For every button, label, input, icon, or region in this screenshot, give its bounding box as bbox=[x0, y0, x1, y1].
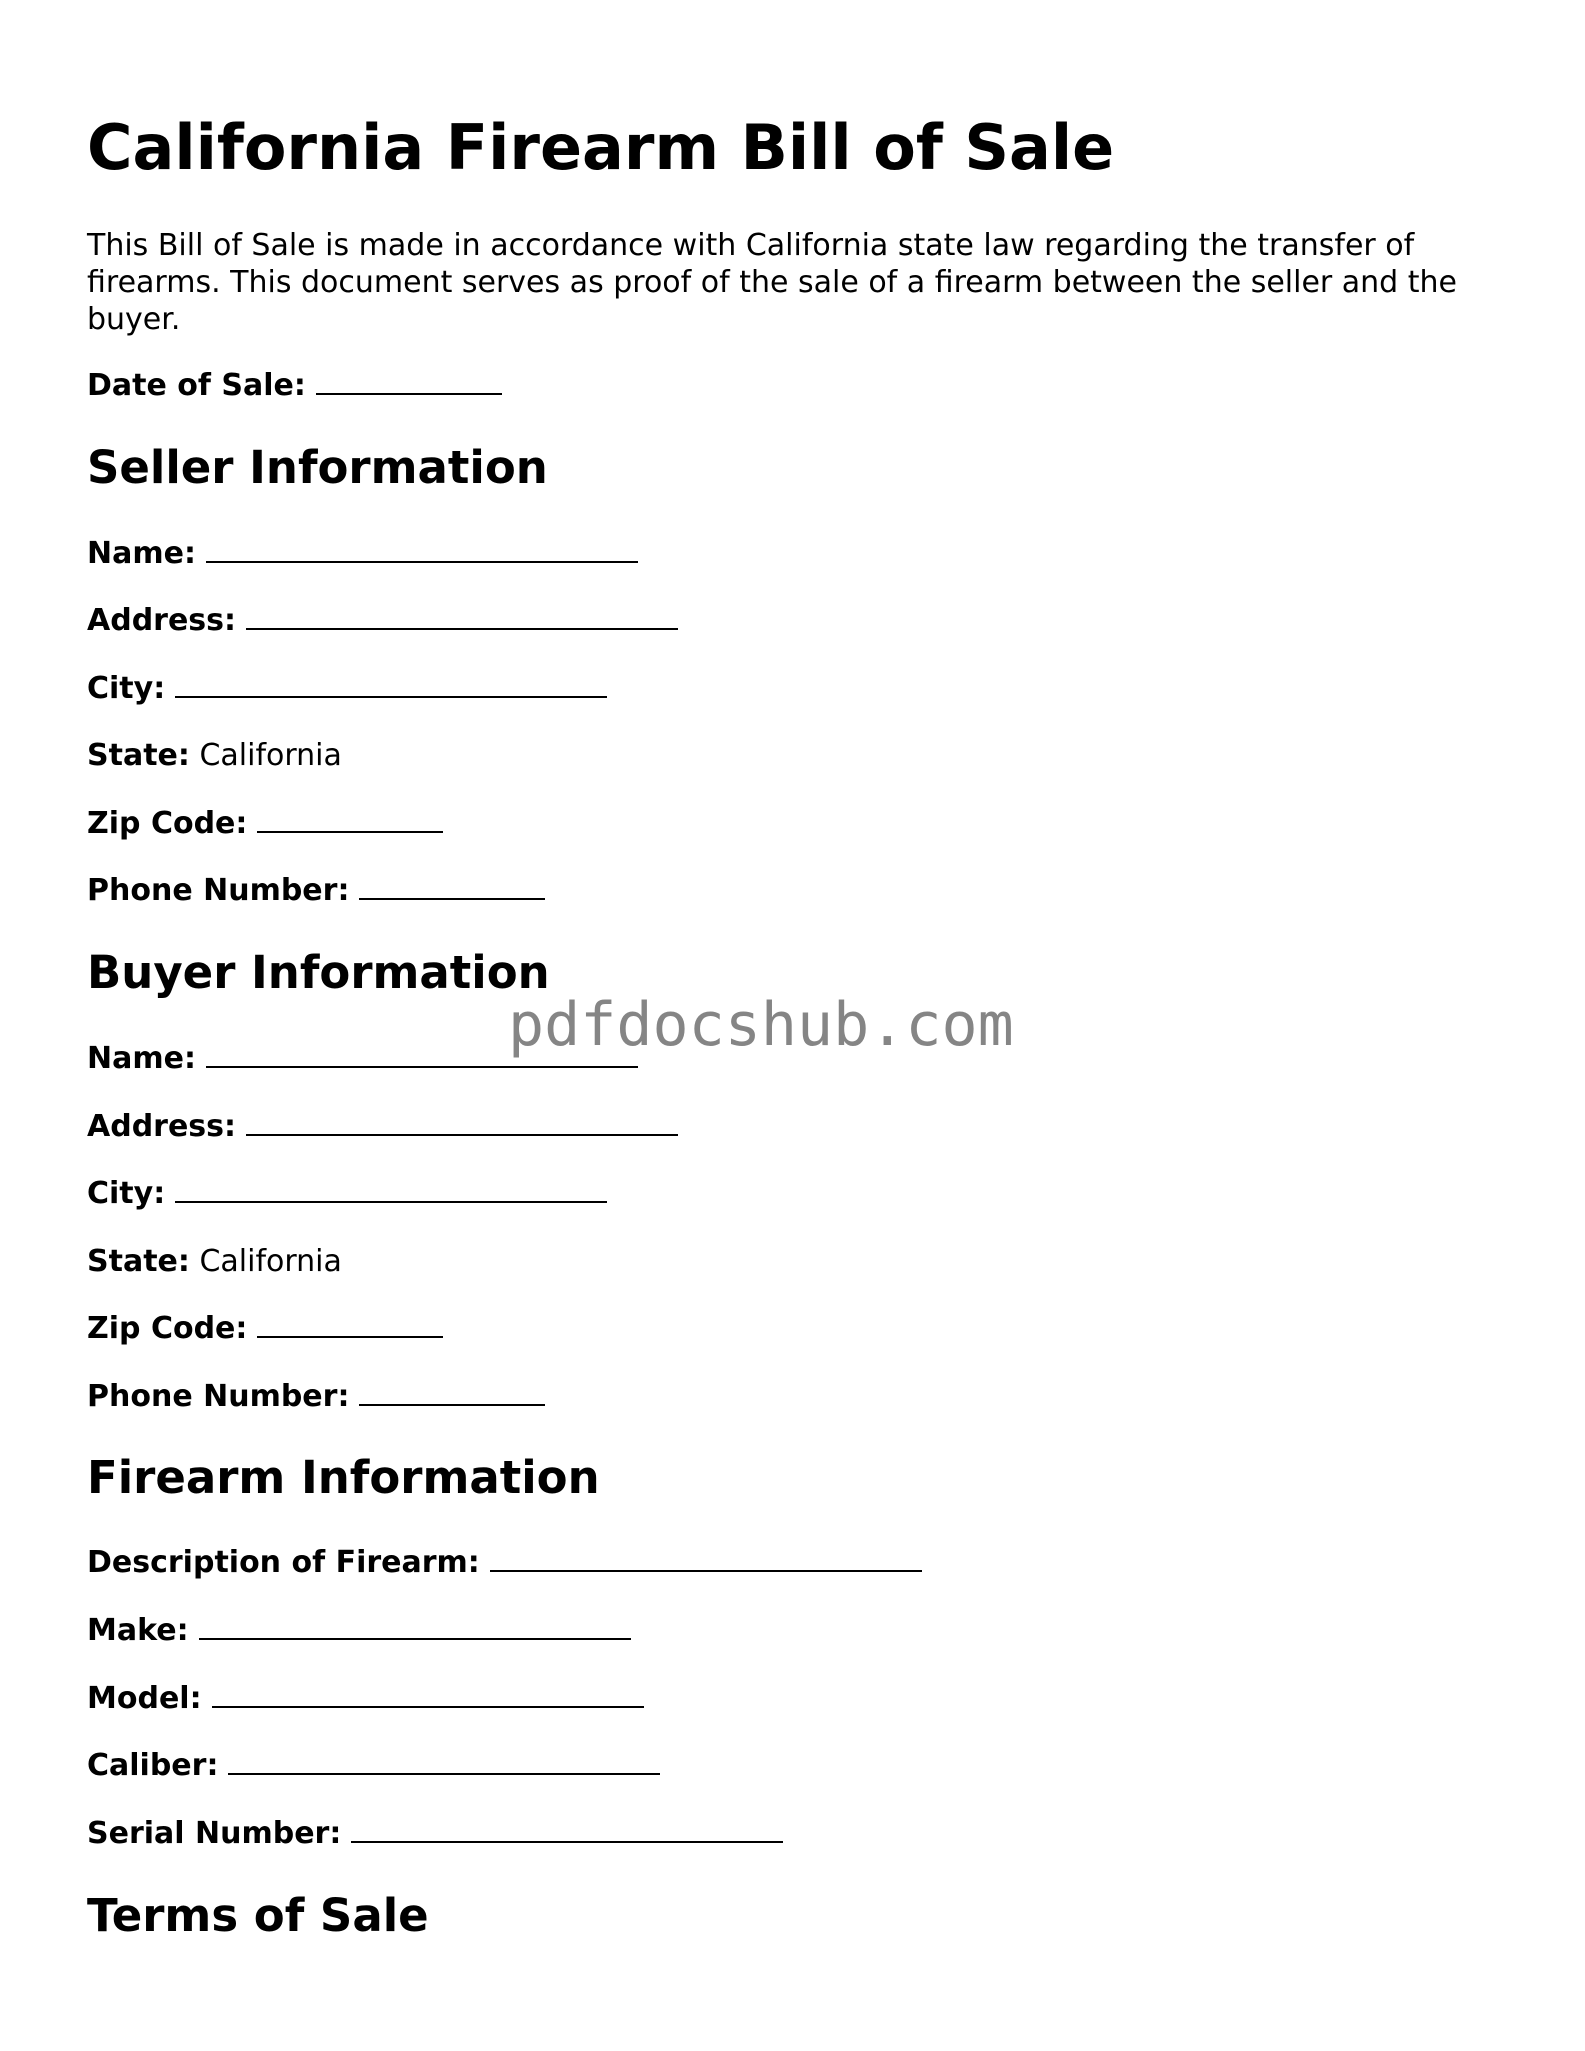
buyer-zip-field bbox=[87, 1309, 443, 1349]
firearm-description-field bbox=[87, 1543, 922, 1583]
buyer-name-label: Name: bbox=[87, 1041, 196, 1076]
seller-city-blank[interactable] bbox=[175, 674, 607, 698]
watermark: pdfdocshub.com bbox=[508, 990, 1014, 1060]
buyer-state-label: State: bbox=[87, 1244, 190, 1279]
date-of-sale-field bbox=[87, 366, 502, 406]
seller-zip-blank[interactable] bbox=[257, 809, 443, 833]
buyer-city-field bbox=[87, 1174, 607, 1214]
intro-paragraph: This Bill of Sale is made in accordance with California state law regarding the transfer of firearms. This document serves as proof of the sale of a firearm between the seller and the buyer. bbox=[87, 228, 1457, 337]
seller-state-label: State: bbox=[87, 738, 190, 773]
seller-name-blank[interactable] bbox=[206, 539, 638, 563]
buyer-city-label: City: bbox=[87, 1176, 166, 1211]
buyer-phone-label: Phone Number: bbox=[87, 1379, 350, 1414]
seller-zip-field bbox=[87, 804, 443, 844]
seller-name-label: Name: bbox=[87, 536, 196, 571]
firearm-description-label: Description of Firearm: bbox=[87, 1545, 480, 1580]
seller-phone-field bbox=[87, 871, 545, 911]
buyer-state-field bbox=[87, 1242, 342, 1282]
seller-phone-blank[interactable] bbox=[359, 876, 545, 900]
date-of-sale-label: Date of Sale: bbox=[87, 368, 306, 403]
firearm-heading: Firearm Information bbox=[87, 1451, 600, 1504]
seller-phone-label: Phone Number: bbox=[87, 873, 350, 908]
firearm-model-blank[interactable] bbox=[212, 1684, 644, 1708]
firearm-model-label: Model: bbox=[87, 1681, 202, 1716]
firearm-caliber-blank[interactable] bbox=[228, 1751, 660, 1775]
firearm-serial-field bbox=[87, 1814, 783, 1854]
buyer-heading: Buyer Information bbox=[87, 946, 550, 999]
firearm-serial-blank[interactable] bbox=[351, 1819, 783, 1843]
firearm-model-field bbox=[87, 1679, 644, 1719]
date-of-sale-blank[interactable] bbox=[316, 371, 502, 395]
buyer-zip-label: Zip Code: bbox=[87, 1311, 248, 1346]
buyer-address-field bbox=[87, 1107, 678, 1147]
seller-zip-label: Zip Code: bbox=[87, 806, 248, 841]
firearm-serial-label: Serial Number: bbox=[87, 1816, 342, 1851]
firearm-make-blank[interactable] bbox=[199, 1616, 631, 1640]
buyer-phone-blank[interactable] bbox=[359, 1382, 545, 1406]
seller-city-field bbox=[87, 669, 607, 709]
document-title: California Firearm Bill of Sale bbox=[87, 111, 1115, 184]
buyer-zip-blank[interactable] bbox=[257, 1314, 443, 1338]
firearm-caliber-field bbox=[87, 1746, 660, 1786]
buyer-state-value: California bbox=[199, 1244, 342, 1279]
seller-address-label: Address: bbox=[87, 603, 237, 638]
buyer-address-label: Address: bbox=[87, 1109, 237, 1144]
buyer-city-blank[interactable] bbox=[175, 1179, 607, 1203]
firearm-caliber-label: Caliber: bbox=[87, 1748, 219, 1783]
firearm-make-field bbox=[87, 1611, 631, 1651]
terms-heading: Terms of Sale bbox=[87, 1889, 429, 1942]
seller-state-field bbox=[87, 736, 342, 776]
firearm-make-label: Make: bbox=[87, 1613, 189, 1648]
buyer-address-blank[interactable] bbox=[246, 1112, 678, 1136]
seller-state-value: California bbox=[199, 738, 342, 773]
firearm-description-blank[interactable] bbox=[490, 1548, 922, 1572]
seller-address-field bbox=[87, 601, 678, 641]
seller-city-label: City: bbox=[87, 671, 166, 706]
buyer-phone-field bbox=[87, 1377, 545, 1417]
seller-heading: Seller Information bbox=[87, 441, 548, 494]
seller-address-blank[interactable] bbox=[246, 606, 678, 630]
seller-name-field bbox=[87, 534, 638, 574]
